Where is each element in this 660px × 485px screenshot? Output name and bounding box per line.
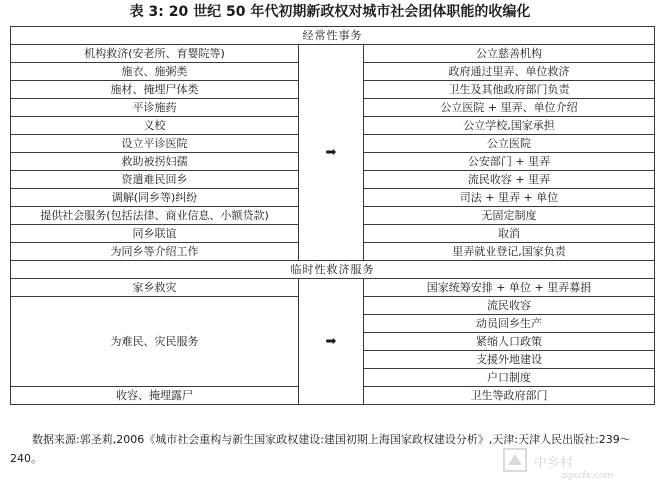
section-header: 经常性事务 (11, 27, 655, 45)
new-arrangement-cell: 卫生等政府部门 (364, 387, 655, 405)
svg-text:zgxcfx.com: zgxcfx.com (562, 471, 614, 481)
former-function-cell: 施衣、施粥类 (11, 63, 299, 81)
new-arrangement-cell: 紧缩人口政策 (364, 333, 655, 351)
new-arrangement-cell: 支援外地建设 (364, 351, 655, 369)
table-title: 表 3: 20 世纪 50 年代初期新政权对城市社会团体职能的收编化 (129, 4, 531, 20)
former-function-cell: 家乡救灾 (11, 279, 299, 297)
section-header-row (11, 261, 655, 279)
former-function-cell: 救助被拐妇孺 (11, 153, 299, 171)
new-arrangement-cell: 取消 (364, 225, 655, 243)
former-function-cell: 设立平诊医院 (11, 135, 299, 153)
former-function-cell: 收容、掩埋露尸 (11, 387, 299, 405)
table-row (11, 279, 655, 297)
section-header-row (11, 27, 655, 45)
section-header: 临时性救济服务 (11, 261, 655, 279)
former-function-cell: 提供社会服务(包括法律、商业信息、小额贷款) (11, 207, 299, 225)
new-arrangement-cell: 无固定制度 (364, 207, 655, 225)
new-arrangement-cell: 政府通过里弄、单位救济 (364, 63, 655, 81)
new-arrangement-cell: 国家统筹安排 + 单位 + 里弄募捐 (364, 279, 655, 297)
new-arrangement-cell: 流民收容 (364, 297, 655, 315)
reorganization-table (10, 26, 655, 405)
new-arrangement-cell: 户口制度 (364, 369, 655, 387)
data-source-note: 数据来源:郭圣莉,2006《城市社会重构与新生国家政权建设:建国初期上海国家政权建设分析》,天津:天津人民出版社:239～240。 (10, 433, 631, 465)
transfer-arrow-icon: ➡ (299, 279, 364, 405)
new-arrangement-cell: 卫生及其他政府部门负责 (364, 81, 655, 99)
new-arrangement-cell: 公立学校,国家承担 (364, 117, 655, 135)
new-arrangement-cell: 公立医院 + 里弄、单位介绍 (364, 99, 655, 117)
former-function-cell: 为同乡等介绍工作 (11, 243, 299, 261)
svg-text:中乡村: 中乡村 (534, 456, 574, 471)
former-function-cell: 调解(同乡等)纠纷 (11, 189, 299, 207)
new-arrangement-cell: 公立医院 (364, 135, 655, 153)
new-arrangement-cell: 公安部门 + 里弄 (364, 153, 655, 171)
former-function-cell: 义校 (11, 117, 299, 135)
new-arrangement-cell: 动员回乡生产 (364, 315, 655, 333)
watermark-logo (502, 447, 652, 481)
former-function-cell: 机构救济(安老所、育婴院等) (11, 45, 299, 63)
former-function-cell: 为难民、灾民服务 (11, 297, 299, 387)
table-row (11, 45, 655, 63)
former-function-cell: 施材、掩埋尸体类 (11, 81, 299, 99)
new-arrangement-cell: 里弄就业登记,国家负责 (364, 243, 655, 261)
former-function-cell: 平诊施药 (11, 99, 299, 117)
former-function-cell: 资遣难民回乡 (11, 171, 299, 189)
transfer-arrow-icon: ➡ (299, 45, 364, 261)
new-arrangement-cell: 公立慈善机构 (364, 45, 655, 63)
new-arrangement-cell: 司法 + 里弄 + 单位 (364, 189, 655, 207)
new-arrangement-cell: 流民收容 + 里弄 (364, 171, 655, 189)
former-function-cell: 同乡联谊 (11, 225, 299, 243)
